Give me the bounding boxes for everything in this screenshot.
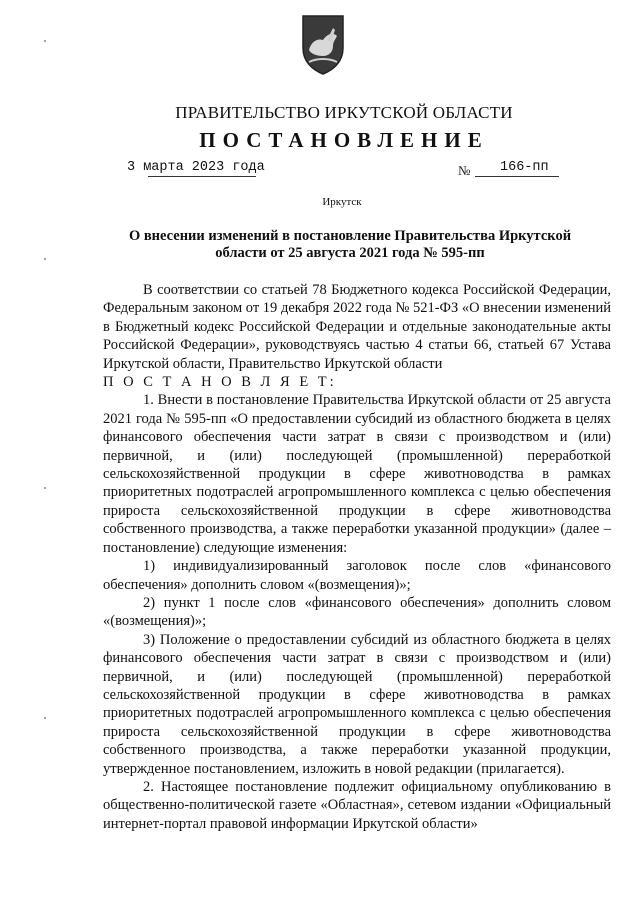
decree-word: П О С Т А Н О В Л Я Е Т: — [103, 374, 337, 391]
number-sign: № — [458, 163, 471, 178]
scan-mark — [44, 717, 46, 719]
scan-mark — [44, 258, 46, 260]
item-1-paragraph: 1. Внести в постановление Правительства Иркутской области от 25 августа 2021 года № 595-пп «О предоставлении субсидий из областного бюджета в целях финансового обеспечения части затрат в связи с производством и (или) первичной, и (или) последующей (промышленной) переработкой сельскохозяйственной продукции в сфере животноводства в рамках приоритетных подотраслей агропромышленного комплекса с целью обеспечения прироста сельскохозяйственной продукции в сфере животноводства собственного производства, а также переработки указанной продукции» (далее – постановление) следующие изменения: — [103, 392, 611, 556]
item-2-paragraph: 2. Настоящее постановление подлежит официальному опубликованию в общественно-политической газете «Областная», сетевом издании «Официальный интернет-портал правовой информации Иркутской области» — [103, 778, 611, 832]
item-1-1-paragraph: 1) индивидуализированный заголовок после слов «финансового обеспечения» дополнить словом «(возмещения)»; — [103, 558, 611, 593]
document-heading: О внесении изменений в постановление Правительства Иркутской области от 25 августа 2021 года № 595-пп — [128, 228, 572, 261]
item-1-2-paragraph: 2) пункт 1 после слов «финансового обеспечения» дополнить словом «(возмещения)»; — [103, 594, 611, 630]
preamble-paragraph: В соответствии со статьей 78 Бюджетного кодекса Российской Федерации, Федеральным законом от 19 декабря 2022 года № 521-ФЗ «О внесении изменений в Бюджетный кодекс Российской Федерации и отдельные законодательные акты Российской Федерации», руководствуясь частью 4 статьи 66, статьей 67 Устава Иркутской области, Правительство Иркутской области — [103, 282, 611, 372]
document-date: 3 марта 2023 года — [127, 160, 265, 175]
scan-mark — [44, 487, 46, 489]
coat-of-arms-icon — [299, 14, 347, 76]
scan-mark — [44, 40, 46, 42]
item-1-3-paragraph: 3) Положение о предоставлении субсидий из областного бюджета в целях финансового обеспечения части затрат в связи с производством и (или) первичной, и (или) последующей (промышленной) переработкой сельскохозяйственной продукции в сфере животноводства в рамках приоритетных подотраслей агропромышленного комплекса с целью обеспечения прироста сельскохозяйственной продукции в сфере животноводства собственного производства, а также переработки указанной продукции, утвержденное постановлением, изложить в новой редакции (прилагается). — [103, 631, 611, 777]
city-name: Иркутск — [322, 196, 362, 208]
document-type-title: ПОСТАНОВЛЕНИЕ — [199, 128, 489, 152]
document-body — [103, 281, 611, 833]
document-number: 166-пп — [500, 160, 549, 175]
government-name: ПРАВИТЕЛЬСТВО ИРКУТСКОЙ ОБЛАСТИ — [175, 103, 513, 122]
number-underline — [475, 176, 559, 177]
date-underline — [148, 176, 256, 177]
